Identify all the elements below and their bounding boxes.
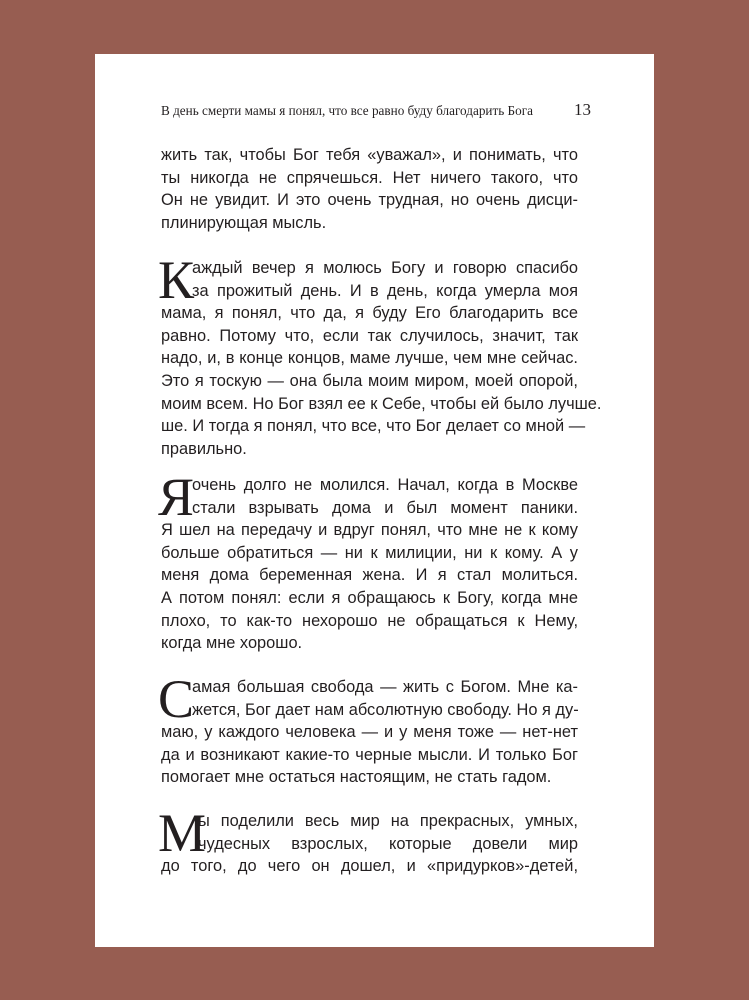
text-line: до того, до чего он дошел, и «придурков»-детей, — [161, 857, 578, 876]
text-line: да и возникают какие-то черные мысли. И только Бог — [161, 745, 578, 764]
text-line: чудесных взрослых, которые довели мир — [198, 834, 578, 853]
running-title: В день смерти мамы я понял, что все равно буду благодарить Бога — [161, 103, 533, 118]
text-line: жется, Бог дает нам абсолютную свободу. Но я ду- — [192, 700, 579, 719]
text-line: мама, я понял, что да, я буду Его благодарить все — [161, 304, 578, 323]
text-line: правильно. — [161, 439, 247, 458]
paragraph-did-not-pray — [158, 467, 578, 655]
text-line: надо, и, в конце концов, маме лучше, чем мне сейчас. — [161, 349, 578, 368]
drop-cap: М — [158, 803, 207, 863]
text-line: равно. Потому что, если так случилось, значит, так — [161, 326, 578, 345]
text-line: Это я тоскую — она была моим миром, моей опорой, — [161, 371, 578, 390]
text-line: моим всем. Но Бог взял ее к Себе, чтобы ей было лучше. — [161, 394, 602, 413]
text-line: жить так, чтобы Бог тебя «уважал», и понимать, что — [161, 146, 578, 164]
text-line: Я шел на передачу и вдруг понял, что мне не к кому — [161, 521, 578, 540]
text-line: когда мне хорошо. — [161, 634, 303, 653]
text-line: меня дома беременная жена. И я стал молиться. — [161, 566, 578, 585]
text-line: А потом понял: если я обращаюсь к Богу, когда мне — [161, 588, 578, 607]
paragraph-continuation — [161, 144, 578, 234]
text-line: амая большая свобода — жить с Богом. Мне ка- — [192, 678, 578, 696]
text-line: плинирующая мысль. — [161, 213, 327, 232]
text-line: аждый вечер я молюсь Богу и говорю спасибо — [192, 259, 578, 277]
text-line: ше. И тогда я понял, что все, что Бог делает со мной — — [161, 417, 586, 436]
text-line: Он не увидит. И это очень трудная, но очень дисци- — [161, 191, 578, 210]
text-line: за прожитый день. И в день, когда умерла моя — [192, 281, 578, 300]
text-line: ы поделили весь мир на прекрасных, умных, — [198, 812, 578, 830]
text-line: маю, у каждого человека — и у меня тоже — нет-нет — [161, 723, 578, 742]
page-number: 13 — [574, 100, 591, 119]
paragraph-freedom — [158, 669, 579, 789]
text-line: больше обратиться — ни к милиции, ни к кому. А у — [161, 543, 578, 562]
text-line: плохо, то как-то нехорошо не обращаться к Нему, — [161, 611, 578, 630]
drop-cap: К — [158, 250, 195, 310]
text-line: очень долго не молился. Начал, когда в Москве — [192, 476, 578, 494]
drop-cap: Я — [158, 467, 195, 527]
text-line: стали взрывать дома и был момент паники. — [192, 498, 578, 517]
paragraph-every-evening — [158, 250, 602, 460]
drop-cap: С — [158, 669, 195, 729]
text-line: помогает мне остаться настоящим, не стать гадом. — [161, 768, 552, 787]
book-page — [95, 54, 654, 947]
text-line: ты никогда не спрячешься. Нет ничего такого, что — [161, 168, 578, 187]
paragraph-divided-world — [158, 803, 578, 878]
